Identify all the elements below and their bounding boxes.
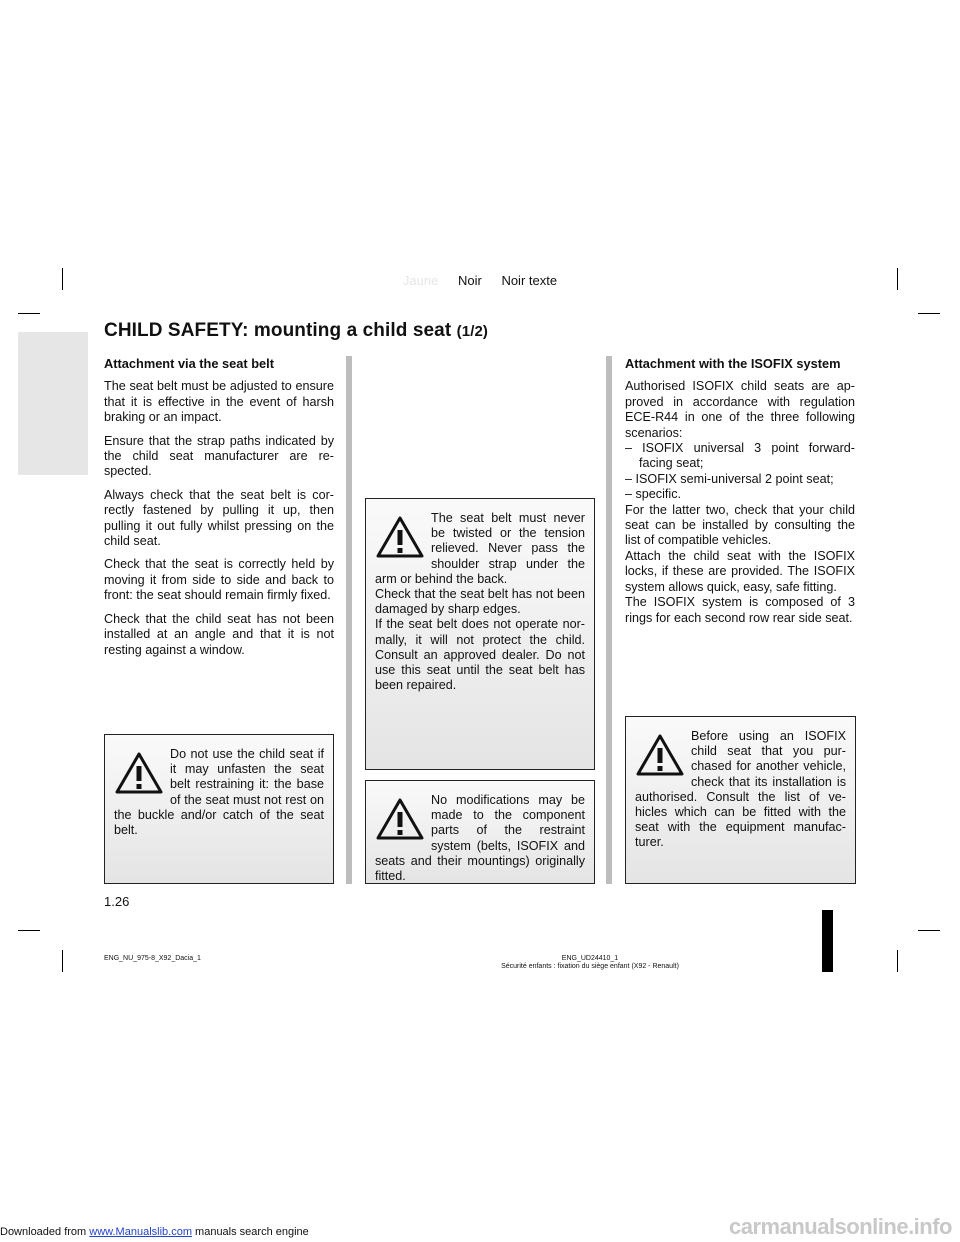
crop-mark xyxy=(18,930,40,931)
crop-mark xyxy=(18,313,40,314)
crop-mark xyxy=(897,950,898,972)
paragraph: Always check that the seat belt is cor-rectly fastened by pulling it up, then pulling it out fully whilst pressing on the child seat. xyxy=(104,487,334,549)
page-number: 1.26 xyxy=(104,894,130,909)
crop-mark xyxy=(918,313,940,314)
page-title-sub: (1/2) xyxy=(456,323,489,340)
warning-text: No modifications may be made to the component parts of the restraint system (belts, ISOFIX and seats and their mountings) originally fitted. xyxy=(375,793,585,884)
warning-text: Check that the seat belt has not been damaged by sharp edges. xyxy=(375,587,585,617)
paragraph: Authorised ISOFIX child seats are ap-proved in accordance with regulation ECE-R44 in one of the three following scenarios: xyxy=(625,379,855,440)
warning-text: The seat belt must never be twisted or the tension relieved. Never pass the shoulder strap under the arm or behind the back. xyxy=(375,511,585,586)
color-labels xyxy=(0,273,960,288)
warning-box-buckle xyxy=(104,734,334,884)
left-column xyxy=(104,356,334,666)
paragraph: Check that the child seat has not been installed at an angle and that it is not resting against a window. xyxy=(104,611,334,657)
footer-ref xyxy=(480,955,700,971)
warning-triangle-icon xyxy=(375,515,425,559)
list-item: – ISOFIX semi-universal 2 point seat; xyxy=(625,471,834,486)
banner-suffix: manuals search engine xyxy=(191,1226,309,1238)
footer-doc-code: ENG_NU_975-8_X92_Dacia_1 xyxy=(104,955,201,962)
right-column xyxy=(625,356,855,626)
footer-ref-code: ENG_UD24410_1 xyxy=(561,955,619,962)
color-label-jaune: Jaune xyxy=(402,273,439,288)
paragraph: Check that the seat is correctly held by moving it from side to side and back to front: the seat should remain firmly fixed. xyxy=(104,557,334,603)
page-title xyxy=(104,320,488,342)
warning-text: Before using an ISOFIX child seat that you pur-chased for another vehicle, check that its installation is authorised. Consult the list of ve-hicles which can be fitted with the seat with the equipment manufac-turer. xyxy=(635,729,846,850)
warning-triangle-icon xyxy=(635,733,685,777)
warning-text: Do not use the child seat if it may unfasten the seat belt restraining it: the base of the seat must not rest on the buckle and/or catch of the seat belt. xyxy=(114,747,324,838)
section-bar xyxy=(822,910,833,972)
chapter-tab-marker xyxy=(18,332,88,475)
footer-ref-title: Sécurité enfants : fixation du siège enfant (X92 - Renault) xyxy=(501,963,679,970)
download-banner xyxy=(0,1226,309,1238)
page-title-main: CHILD SAFETY: mounting a child seat xyxy=(104,320,452,341)
seat-belt-heading: Attachment via the seat belt xyxy=(104,356,274,371)
isofix-heading: Attachment with the ISOFIX system xyxy=(625,356,841,371)
warning-box-isofix xyxy=(625,716,856,884)
paragraph: The seat belt must be adjusted to ensure that it is effective in the event of harsh braking or an impact. xyxy=(104,379,334,425)
list-item: – ISOFIX universal 3 point forward-facing seat; xyxy=(625,441,855,471)
warning-triangle-icon xyxy=(375,797,425,841)
crop-mark xyxy=(918,930,940,931)
warning-triangle-icon xyxy=(114,751,164,795)
warning-box-modifications xyxy=(365,780,595,884)
column-divider xyxy=(346,356,352,884)
paragraph: Ensure that the strap paths indicated by the child seat manufacturer are re-spected. xyxy=(104,433,334,479)
banner-prefix: Downloaded from xyxy=(0,1226,90,1238)
list-item: – specific. xyxy=(625,487,681,502)
column-divider xyxy=(606,356,612,884)
color-label-noir: Noir xyxy=(457,273,482,288)
paragraph: For the latter two, check that your child seat can be installed by consulting the list of compatible vehicles. xyxy=(625,502,855,548)
paragraph: The ISOFIX system is composed of 3 rings for each second row rear side seat. xyxy=(625,595,855,625)
watermark-logo: carmanualsonline.info xyxy=(729,1214,952,1239)
manualslib-link[interactable]: www.Manualslib.com xyxy=(89,1226,192,1238)
color-label-noir-texte: Noir texte xyxy=(501,273,558,288)
paragraph: Attach the child seat with the ISOFIX locks, if these are provided. The ISOFIX system allows quick, easy, safe fitting. xyxy=(625,548,855,594)
crop-mark xyxy=(62,950,63,972)
warning-text: If the seat belt does not operate nor-mally, it will not protect the child. Consult an approved dealer. Do not use this seat until the seat belt has been repaired. xyxy=(375,617,585,693)
warning-box-seat-belt xyxy=(365,498,595,770)
